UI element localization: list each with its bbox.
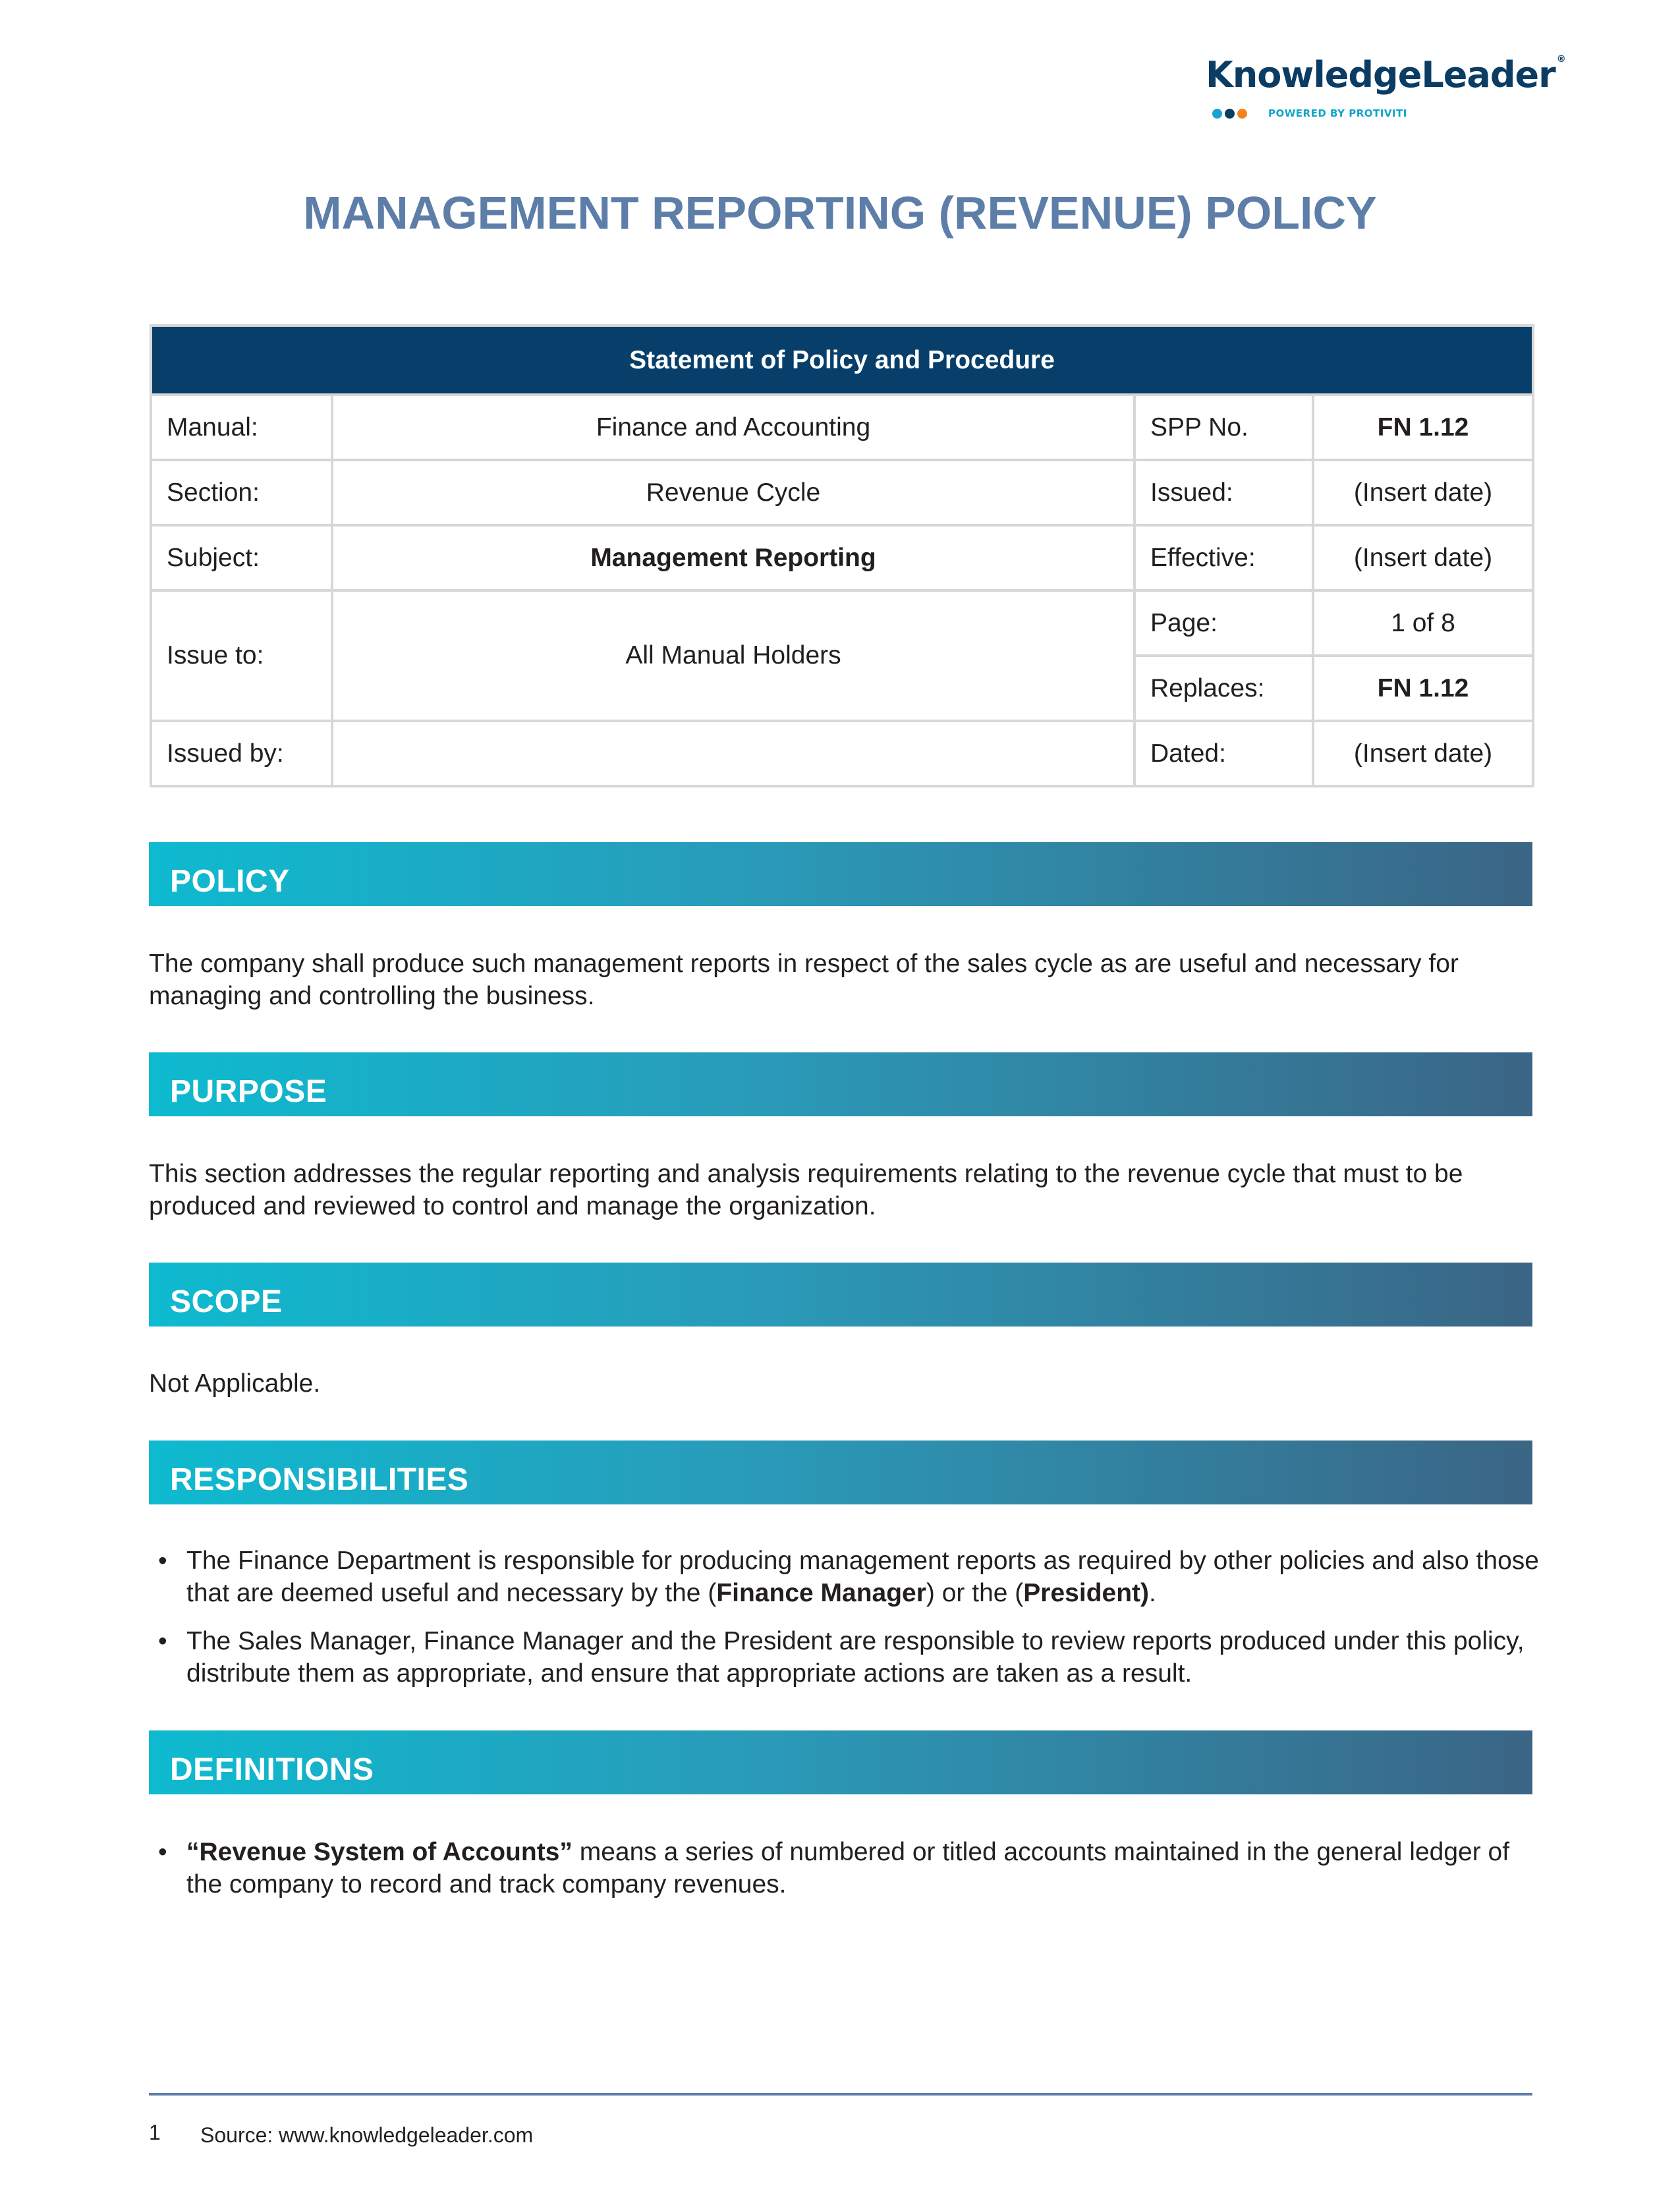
scope-text: Not Applicable. (149, 1369, 321, 1398)
issued-value: (Insert date) (1313, 460, 1533, 525)
bullet-icon: • (158, 1838, 167, 1866)
logo-registered-mark: ® (1556, 54, 1565, 65)
list-item (149, 1545, 1539, 1609)
list-item (149, 1836, 1539, 1900)
president-bold: President) (1023, 1579, 1150, 1607)
dated-value: (Insert date) (1313, 721, 1533, 786)
spp-label: SPP No. (1134, 395, 1313, 460)
logo-dot (1212, 109, 1222, 119)
table-row (151, 525, 1533, 590)
scope-heading: SCOPE (170, 1284, 283, 1319)
scope-heading-bar (149, 1263, 1532, 1327)
knowledgeleader-logo (1206, 54, 1565, 119)
table-row (151, 460, 1533, 525)
table-header: Statement of Policy and Procedure (151, 326, 1533, 395)
policy-heading: POLICY (170, 864, 290, 899)
section-label: Section: (151, 460, 332, 525)
responsibility-finance-dept: The Finance Department is responsible for producing management reports as required by other policies and also those that are deemed useful and necessary by the (Finance Manager) or the (President). (186, 1547, 1539, 1607)
logo-dot (1225, 109, 1235, 119)
bullet-icon: • (158, 1547, 167, 1575)
logo-tagline: POWERED BY PROTIVITI (1268, 107, 1407, 119)
effective-label: Effective: (1134, 525, 1313, 590)
subject-value: Management Reporting (332, 525, 1134, 590)
responsibility-review: The Sales Manager, Finance Manager and the President are responsible to review reports produced under this policy, distribute them as appropriate, and ensure that appropriate actions are taken as a result. (186, 1627, 1525, 1688)
purpose-heading: PURPOSE (170, 1074, 327, 1109)
definition-revenue-system: “Revenue System of Accounts” means a series of numbered or titled accounts maintained in the general ledger of the company to record and track company revenues. (186, 1838, 1510, 1898)
replaces-value: FN 1.12 (1313, 656, 1533, 721)
purpose-heading-bar (149, 1052, 1532, 1116)
responsibilities-heading-bar (149, 1441, 1532, 1504)
issue-to-label: Issue to: (151, 590, 332, 721)
section-value: Revenue Cycle (332, 460, 1134, 525)
table-row (151, 395, 1533, 460)
definitions-heading-bar (149, 1730, 1532, 1794)
source-note: Source: www.knowledgeleader.com (200, 2123, 534, 2147)
page-number: 1 (149, 2121, 161, 2144)
purpose-text: This section addresses the regular reporting and analysis requirements relating to the revenue cycle that must to be produced and reviewed to control and manage the organization. (149, 1160, 1463, 1220)
policy-info-table (150, 324, 1534, 787)
page-value: 1 of 8 (1313, 590, 1533, 656)
logo-dots-icon (1212, 109, 1247, 119)
document-title: MANAGEMENT REPORTING (REVENUE) POLICY (303, 187, 1377, 239)
definition-term: “Revenue System of Accounts” (186, 1838, 573, 1866)
footer-divider (149, 2093, 1532, 2096)
table-row (151, 721, 1533, 786)
page-label: Page: (1134, 590, 1313, 656)
logo-brand-text: KnowledgeLeader (1206, 54, 1555, 96)
issued-label: Issued: (1134, 460, 1313, 525)
logo-dot (1237, 109, 1247, 119)
list-item (149, 1625, 1539, 1690)
finance-manager-bold: Finance Manager (716, 1579, 926, 1607)
replaces-label: Replaces: (1134, 656, 1313, 721)
issued-by-label: Issued by: (151, 721, 332, 786)
spp-value: FN 1.12 (1313, 395, 1533, 460)
table-row (151, 590, 1533, 656)
policy-heading-bar (149, 842, 1532, 906)
policy-text: The company shall produce such management reports in respect of the sales cycle as are useful and necessary for managing and controlling the business. (149, 950, 1459, 1010)
subject-label: Subject: (151, 525, 332, 590)
issue-to-value: All Manual Holders (332, 590, 1134, 721)
bullet-icon: • (158, 1627, 167, 1655)
effective-value: (Insert date) (1313, 525, 1533, 590)
issued-by-value (332, 721, 1134, 786)
manual-value: Finance and Accounting (332, 395, 1134, 460)
definitions-heading: DEFINITIONS (170, 1752, 374, 1787)
dated-label: Dated: (1134, 721, 1313, 786)
manual-label: Manual: (151, 395, 332, 460)
responsibilities-heading: RESPONSIBILITIES (170, 1462, 469, 1497)
